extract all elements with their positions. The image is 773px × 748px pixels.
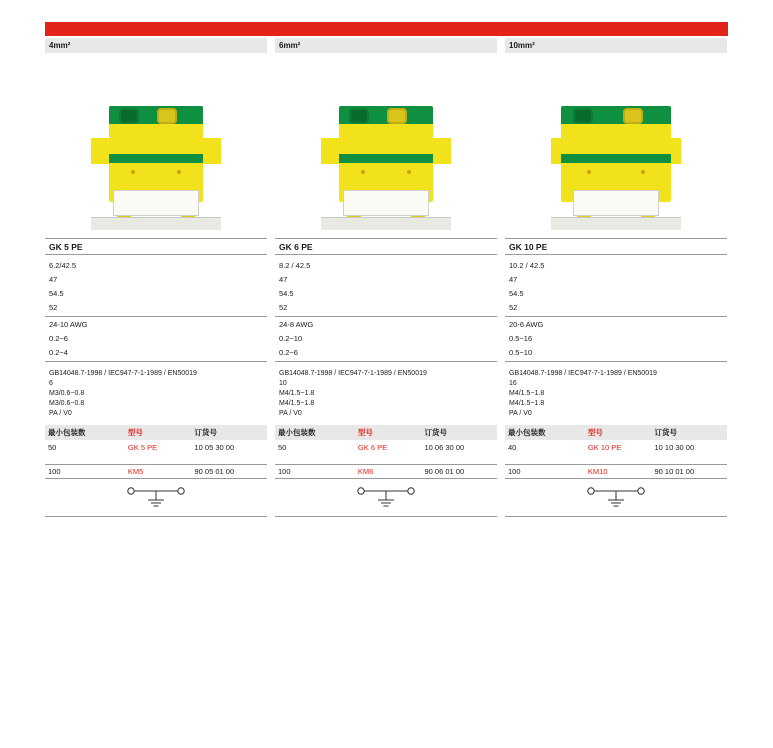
product-image: [275, 53, 497, 238]
standards-value: PA / V0: [279, 410, 302, 417]
spec-value: 6.2/42.5: [49, 261, 77, 270]
table-row: [505, 440, 727, 454]
terminal-block-illustration: [551, 98, 681, 230]
standards-text: GB14048.7-1998 / IEC947-7-1-1989 / EN50019: [509, 370, 657, 377]
spec-value: 54.5: [49, 289, 64, 298]
standards-value: M3/0.6−0.8: [49, 390, 85, 397]
standards-value: M3/0.6−0.8: [49, 400, 85, 407]
cell-packaging: 50: [278, 442, 287, 452]
standards-value: 6: [49, 380, 53, 387]
col-header-packaging: 最小包装数: [275, 425, 355, 440]
size-header: 10mm²: [505, 38, 727, 53]
spec-value: 47: [49, 275, 58, 284]
col-header-ordercode: 订货号: [652, 425, 728, 440]
product-column: [45, 38, 267, 517]
cell-model: GK 5 PE: [127, 442, 158, 452]
standards-value: 16: [509, 380, 517, 387]
col-header-model: 型号: [585, 425, 652, 440]
spacer-cell: [652, 454, 728, 464]
spec-value: 0.2−10: [279, 334, 303, 343]
size-header: 6mm²: [275, 38, 497, 53]
standards-text: GB14048.7-1998 / IEC947-7-1-1989 / EN50019: [49, 370, 197, 377]
col-header-model: 型号: [355, 425, 422, 440]
standards-value: M4/1.5−1.8: [509, 390, 545, 397]
col-header-ordercode: 订货号: [422, 425, 498, 440]
spec-value: 54.5: [509, 289, 524, 298]
cell-model: KM5: [125, 464, 192, 478]
cell-ordercode: 10 06 30 00: [424, 442, 465, 452]
product-column: [275, 38, 497, 517]
spacer-cell: [355, 454, 422, 464]
spacer-cell: [422, 454, 498, 464]
product-name: GK 6 PE: [275, 238, 497, 255]
spec-value: 0.2−6: [275, 348, 497, 362]
table-header-row: [45, 425, 267, 440]
cell-ordercode: 90 10 01 00: [652, 464, 728, 478]
size-header: 4mm²: [45, 38, 267, 53]
cell-packaging: 100: [45, 464, 125, 478]
standards-value: M4/1.5−1.8: [279, 400, 315, 407]
product-name: GK 5 PE: [45, 238, 267, 255]
spec-value: 0.5−10: [505, 348, 727, 362]
product-image: [505, 53, 727, 238]
spacer-cell: [275, 454, 355, 464]
cell-model: KM10: [585, 464, 652, 478]
spec-value: 10.2 / 42.5: [509, 261, 545, 270]
cell-packaging: 40: [508, 442, 517, 452]
order-table: [45, 425, 267, 479]
standards-value: PA / V0: [49, 410, 72, 417]
cell-ordercode: 10 10 30 00: [654, 442, 695, 452]
spec-list: [45, 261, 267, 362]
spec-value: 47: [509, 275, 518, 284]
col-header-ordercode: 订货号: [192, 425, 268, 440]
standards-value: 10: [279, 380, 287, 387]
cell-ordercode: 90 05 01 00: [192, 464, 268, 478]
earth-ground-symbol: [275, 479, 497, 517]
product-column: [505, 38, 727, 517]
cell-packaging: 100: [275, 464, 355, 478]
spacer-cell: [125, 454, 192, 464]
spec-value: 24-10 AWG: [49, 320, 88, 329]
col-header-packaging: 最小包装数: [45, 425, 125, 440]
cell-model: KM6: [355, 464, 422, 478]
cell-ordercode: 90 06 01 00: [422, 464, 498, 478]
col-header-model: 型号: [125, 425, 192, 440]
table-row: [45, 464, 267, 478]
cell-model: GK 10 PE: [587, 442, 622, 452]
cell-packaging: 100: [505, 464, 585, 478]
table-row: [275, 440, 497, 454]
spacer-cell: [192, 454, 268, 464]
terminal-block-illustration: [321, 98, 451, 230]
spec-list: [275, 261, 497, 362]
spec-list: [505, 261, 727, 362]
product-image: [45, 53, 267, 238]
spec-value: 0.2−4: [45, 348, 267, 362]
earth-ground-symbol: [505, 479, 727, 517]
spec-value: 20-6 AWG: [509, 320, 544, 329]
product-name: GK 10 PE: [505, 238, 727, 255]
table-spacer-row: [505, 454, 727, 464]
standards-value: M4/1.5−1.8: [509, 400, 545, 407]
standards-value: PA / V0: [509, 410, 532, 417]
spacer-cell: [45, 454, 125, 464]
order-table: [275, 425, 497, 479]
spec-value: 52: [275, 303, 497, 317]
terminal-block-illustration: [91, 98, 221, 230]
spacer-cell: [505, 454, 585, 464]
red-accent-bar: [45, 22, 728, 36]
product-columns: [45, 38, 728, 517]
spec-value: 24-8 AWG: [279, 320, 314, 329]
spec-value: 0.2−6: [49, 334, 68, 343]
spec-value: 52: [45, 303, 267, 317]
table-header-row: [275, 425, 497, 440]
spec-value: 52: [505, 303, 727, 317]
earth-ground-symbol: [45, 479, 267, 517]
cell-packaging: 50: [48, 442, 57, 452]
cell-ordercode: 10 05 30 00: [194, 442, 235, 452]
spacer-cell: [585, 454, 652, 464]
col-header-packaging: 最小包装数: [505, 425, 585, 440]
spec-value: 47: [279, 275, 288, 284]
standards-text: GB14048.7-1998 / IEC947-7-1-1989 / EN50019: [279, 370, 427, 377]
table-row: [505, 464, 727, 478]
table-spacer-row: [45, 454, 267, 464]
table-header-row: [505, 425, 727, 440]
spec-value: 54.5: [279, 289, 294, 298]
table-row: [45, 440, 267, 454]
cell-model: GK 6 PE: [357, 442, 388, 452]
order-table: [505, 425, 727, 479]
spec-value: 0.5−16: [509, 334, 533, 343]
spec-value: 8.2 / 42.5: [279, 261, 311, 270]
standards-value: M4/1.5−1.8: [279, 390, 315, 397]
table-spacer-row: [275, 454, 497, 464]
table-row: [275, 464, 497, 478]
